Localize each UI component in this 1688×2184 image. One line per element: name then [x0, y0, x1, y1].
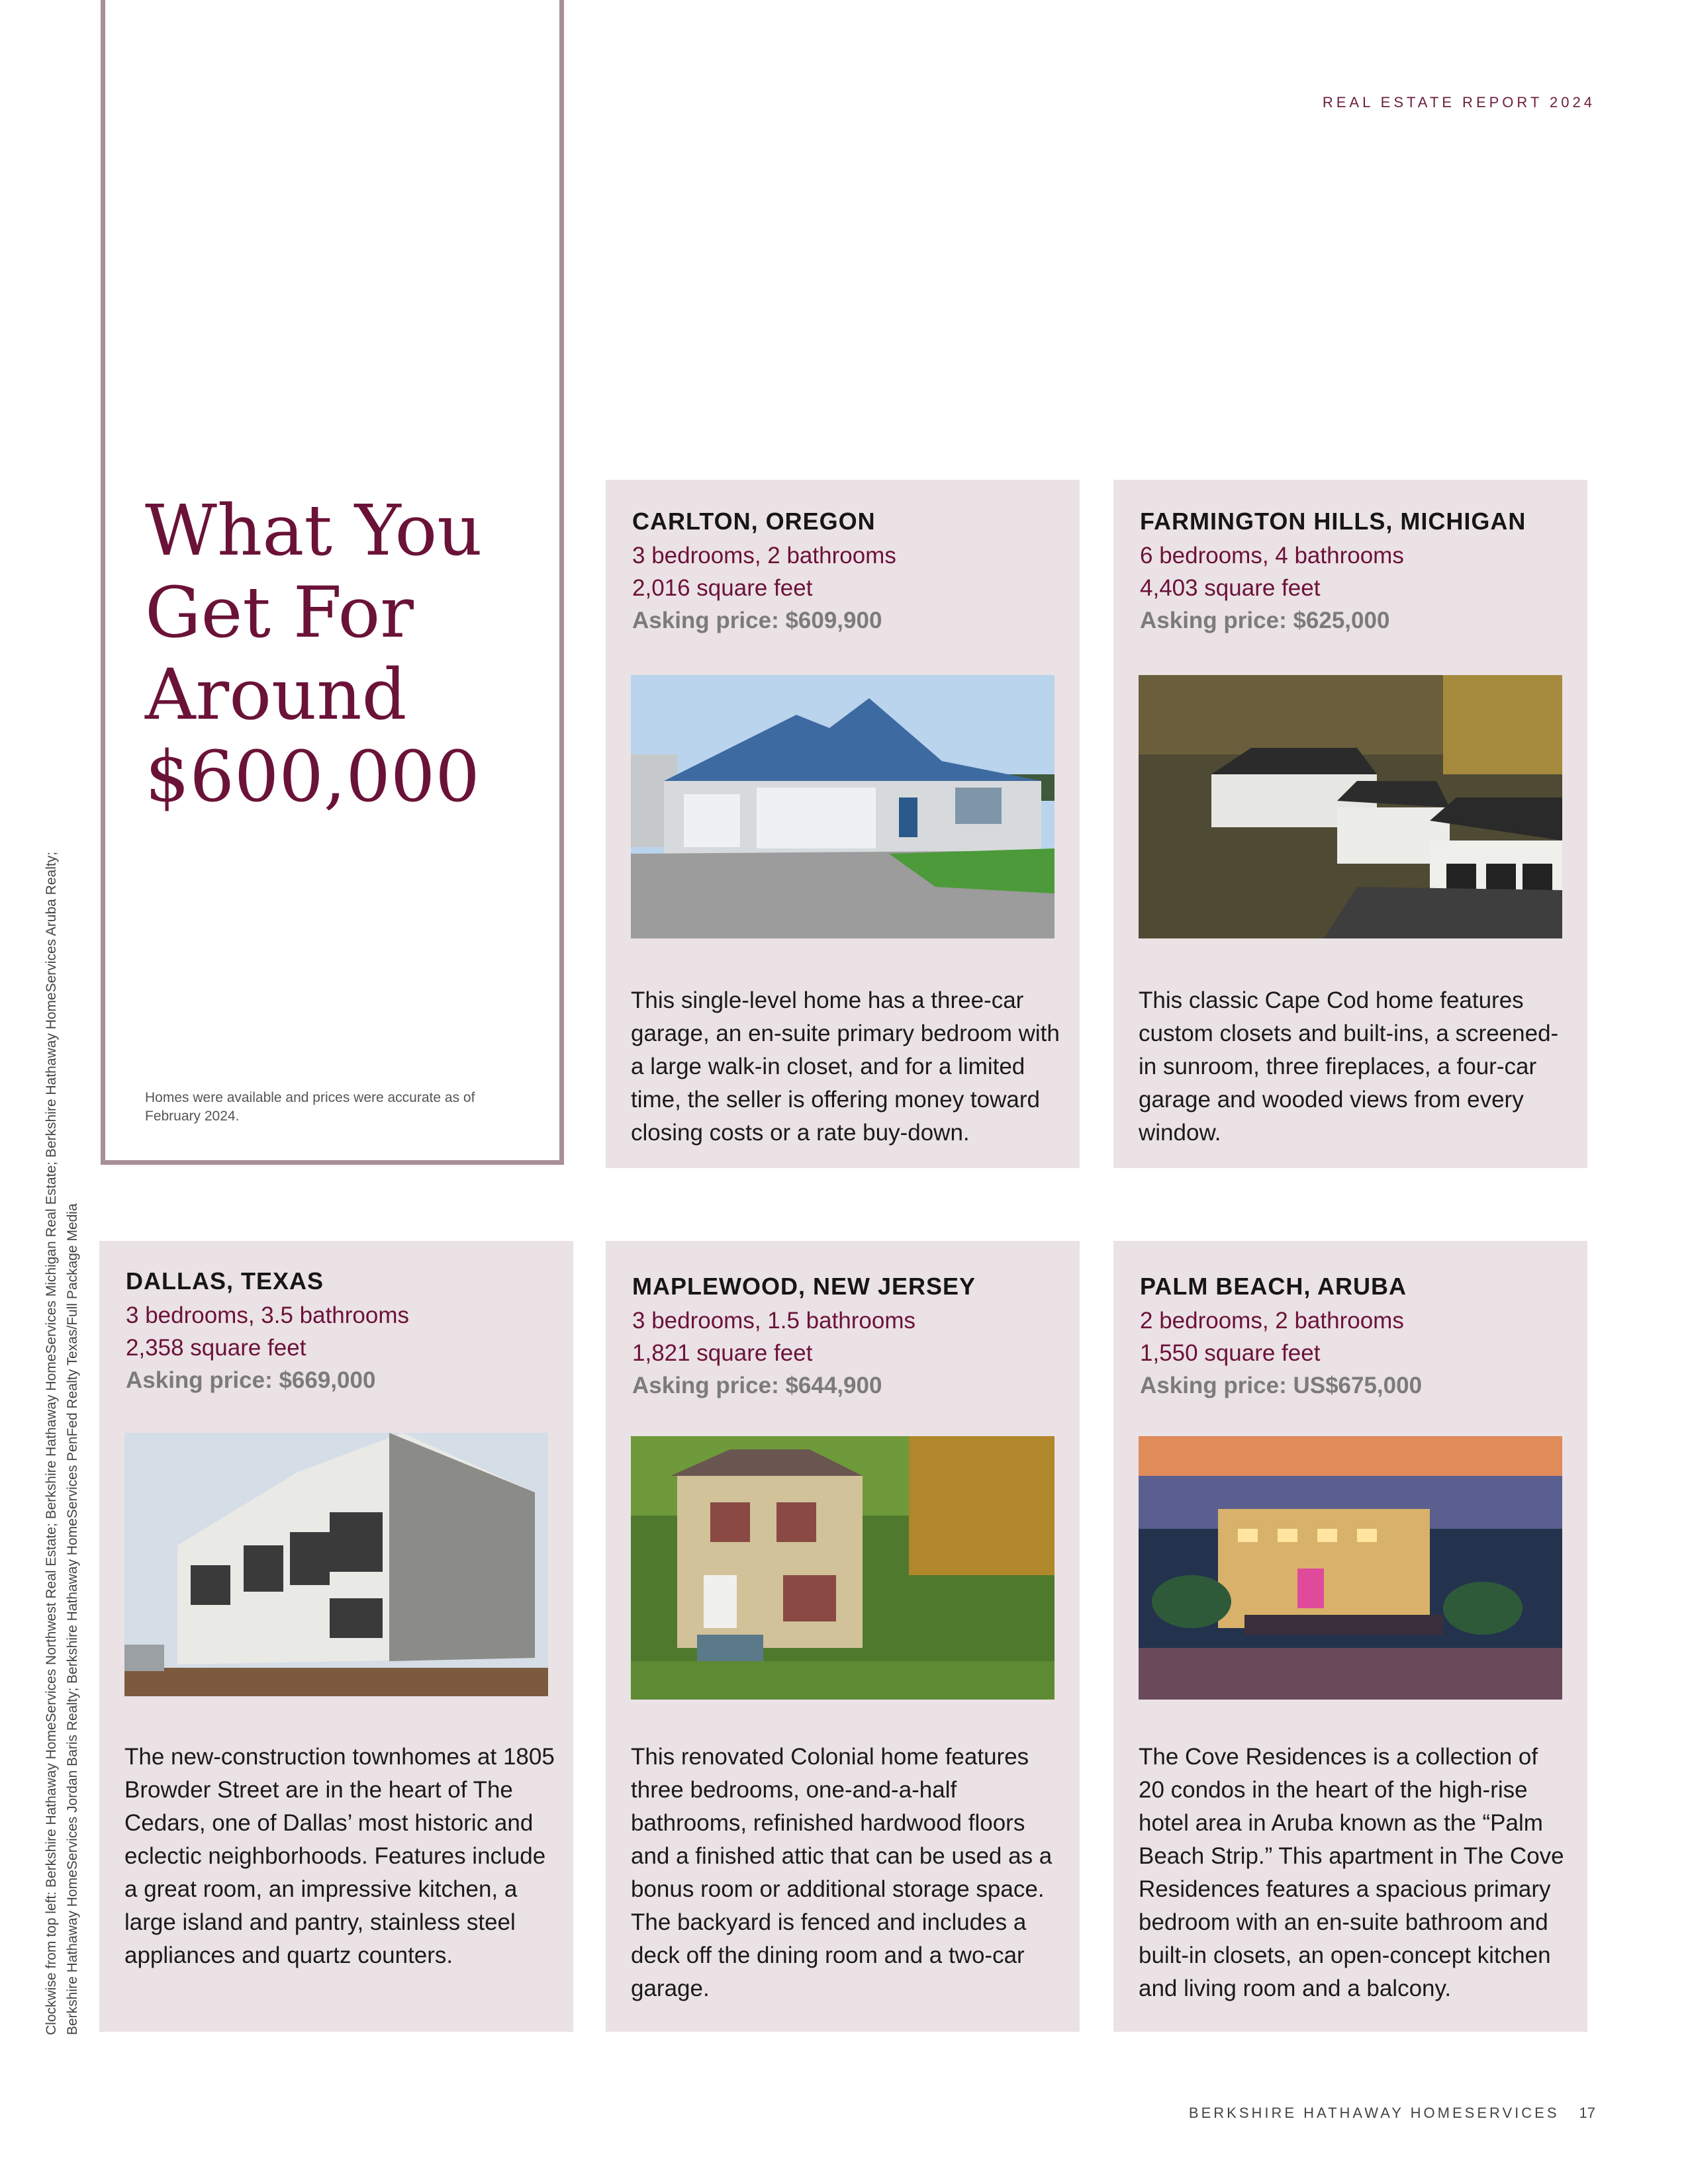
listing-area: 1,550 square feet	[1140, 1340, 1321, 1366]
listing-price: Asking price: $625,000	[1140, 608, 1390, 633]
cape-cod-house-photo	[1139, 675, 1562, 938]
listing-specs	[1140, 539, 1404, 637]
title-line: Get For	[145, 572, 414, 653]
listing-price: Asking price: $644,900	[632, 1373, 882, 1398]
listing-specs	[632, 539, 896, 637]
townhome-photo	[124, 1433, 548, 1696]
title-line: What You	[145, 490, 483, 571]
listing-area: 2,358 square feet	[126, 1335, 306, 1361]
listing-card-farmington-hills	[1113, 480, 1587, 1168]
report-label: REAL ESTATE REPORT 2024	[1322, 94, 1595, 111]
listing-city: PALM BEACH, ARUBA	[1140, 1273, 1407, 1300]
listing-description: The Cove Residences is a collection of 20 condos in the heart of the high-rise hotel area in Aruba known as the “Palm Beach Strip.” This apartment in The Cove Residences features a spacious primary bedroom with an en-suite bathroom and built-in closets, an open-concept kitchen and living room and a balcony.	[1139, 1744, 1564, 2001]
condo-building-dusk-photo	[1139, 1436, 1562, 1700]
footer-brand: BERKSHIRE HATHAWAY HOMESERVICES	[1188, 2105, 1560, 2121]
listing-description: This renovated Colonial home features three bedrooms, one-and-a-half bathrooms, refinished hardwood floors and a finished attic that can be used as a bonus room or additional storage space. The backyard is fenced and includes a deck off the dining room and a two-car garage.	[631, 1744, 1053, 2001]
listing-description: This single-level home has a three-car garage, an en-suite primary bedroom with a large walk-in closet, and for a limited time, the seller is offering money toward closing costs or a rate buy-down.	[631, 987, 1060, 1146]
single-level-house-photo	[631, 675, 1055, 938]
listing-price: Asking price: $669,000	[126, 1367, 376, 1393]
listing-card-maplewood	[606, 1241, 1080, 2032]
listing-card-palm-beach	[1113, 1241, 1587, 2032]
listing-card-dallas	[99, 1241, 573, 2032]
listing-rooms: 2 bedrooms, 2 bathrooms	[1140, 1308, 1404, 1334]
page-number: 17	[1579, 2105, 1595, 2121]
listing-specs	[126, 1299, 409, 1396]
listing-card-carlton	[606, 480, 1080, 1168]
colonial-house-photo	[631, 1436, 1055, 1700]
photo-credit-line: Clockwise from top left: Berkshire Hathaway HomeServices Northwest Real Estate; Berkshire Hathaway HomeServices Michigan Real Estate; Berkshire Hathaway HomeServices Aruba Realty;	[44, 851, 59, 2035]
title-line: $600,000	[145, 736, 480, 817]
page-footer	[1189, 2105, 1595, 2122]
listing-city: CARLTON, OREGON	[632, 508, 876, 535]
title-line: Around	[145, 654, 407, 735]
availability-note: Homes were available and prices were accurate as of February 2024.	[145, 1090, 475, 1124]
listing-rooms: 3 bedrooms, 1.5 bathrooms	[632, 1308, 916, 1334]
listing-price: Asking price: $609,900	[632, 608, 882, 633]
listing-description: The new-construction townhomes at 1805 Browder Street are in the heart of The Cedars, one of Dallas’ most historic and eclectic neighborhoods. Features include a great room, an impressive kitchen, a large island and pantry, stainless steel appliances and quartz counters.	[124, 1744, 555, 1968]
photo-credit	[41, 852, 83, 2035]
listing-rooms: 3 bedrooms, 3.5 bathrooms	[126, 1302, 410, 1328]
listing-city: DALLAS, TEXAS	[126, 1267, 324, 1295]
listing-city: FARMINGTON HILLS, MICHIGAN	[1140, 508, 1526, 535]
listing-specs	[632, 1304, 915, 1402]
page-title	[145, 490, 542, 818]
listing-area: 4,403 square feet	[1140, 575, 1321, 601]
listing-price: Asking price: US$675,000	[1140, 1373, 1423, 1398]
listing-specs	[1140, 1304, 1422, 1402]
intro-box	[101, 0, 564, 1165]
listing-rooms: 3 bedrooms, 2 bathrooms	[632, 543, 896, 569]
listing-description: This classic Cape Cod home features custom closets and built-ins, a screened-in sunroom, three fireplaces, a four-car garage and wooded views from every window.	[1139, 987, 1559, 1146]
photo-credit-line: Berkshire Hathaway HomeServices Jordan Baris Realty; Berkshire Hathaway HomeServices PenFed Realty Texas/Full Package Media	[65, 1203, 80, 2035]
listing-city: MAPLEWOOD, NEW JERSEY	[632, 1273, 976, 1300]
listing-rooms: 6 bedrooms, 4 bathrooms	[1140, 543, 1404, 569]
listing-area: 2,016 square feet	[632, 575, 813, 601]
listing-area: 1,821 square feet	[632, 1340, 813, 1366]
